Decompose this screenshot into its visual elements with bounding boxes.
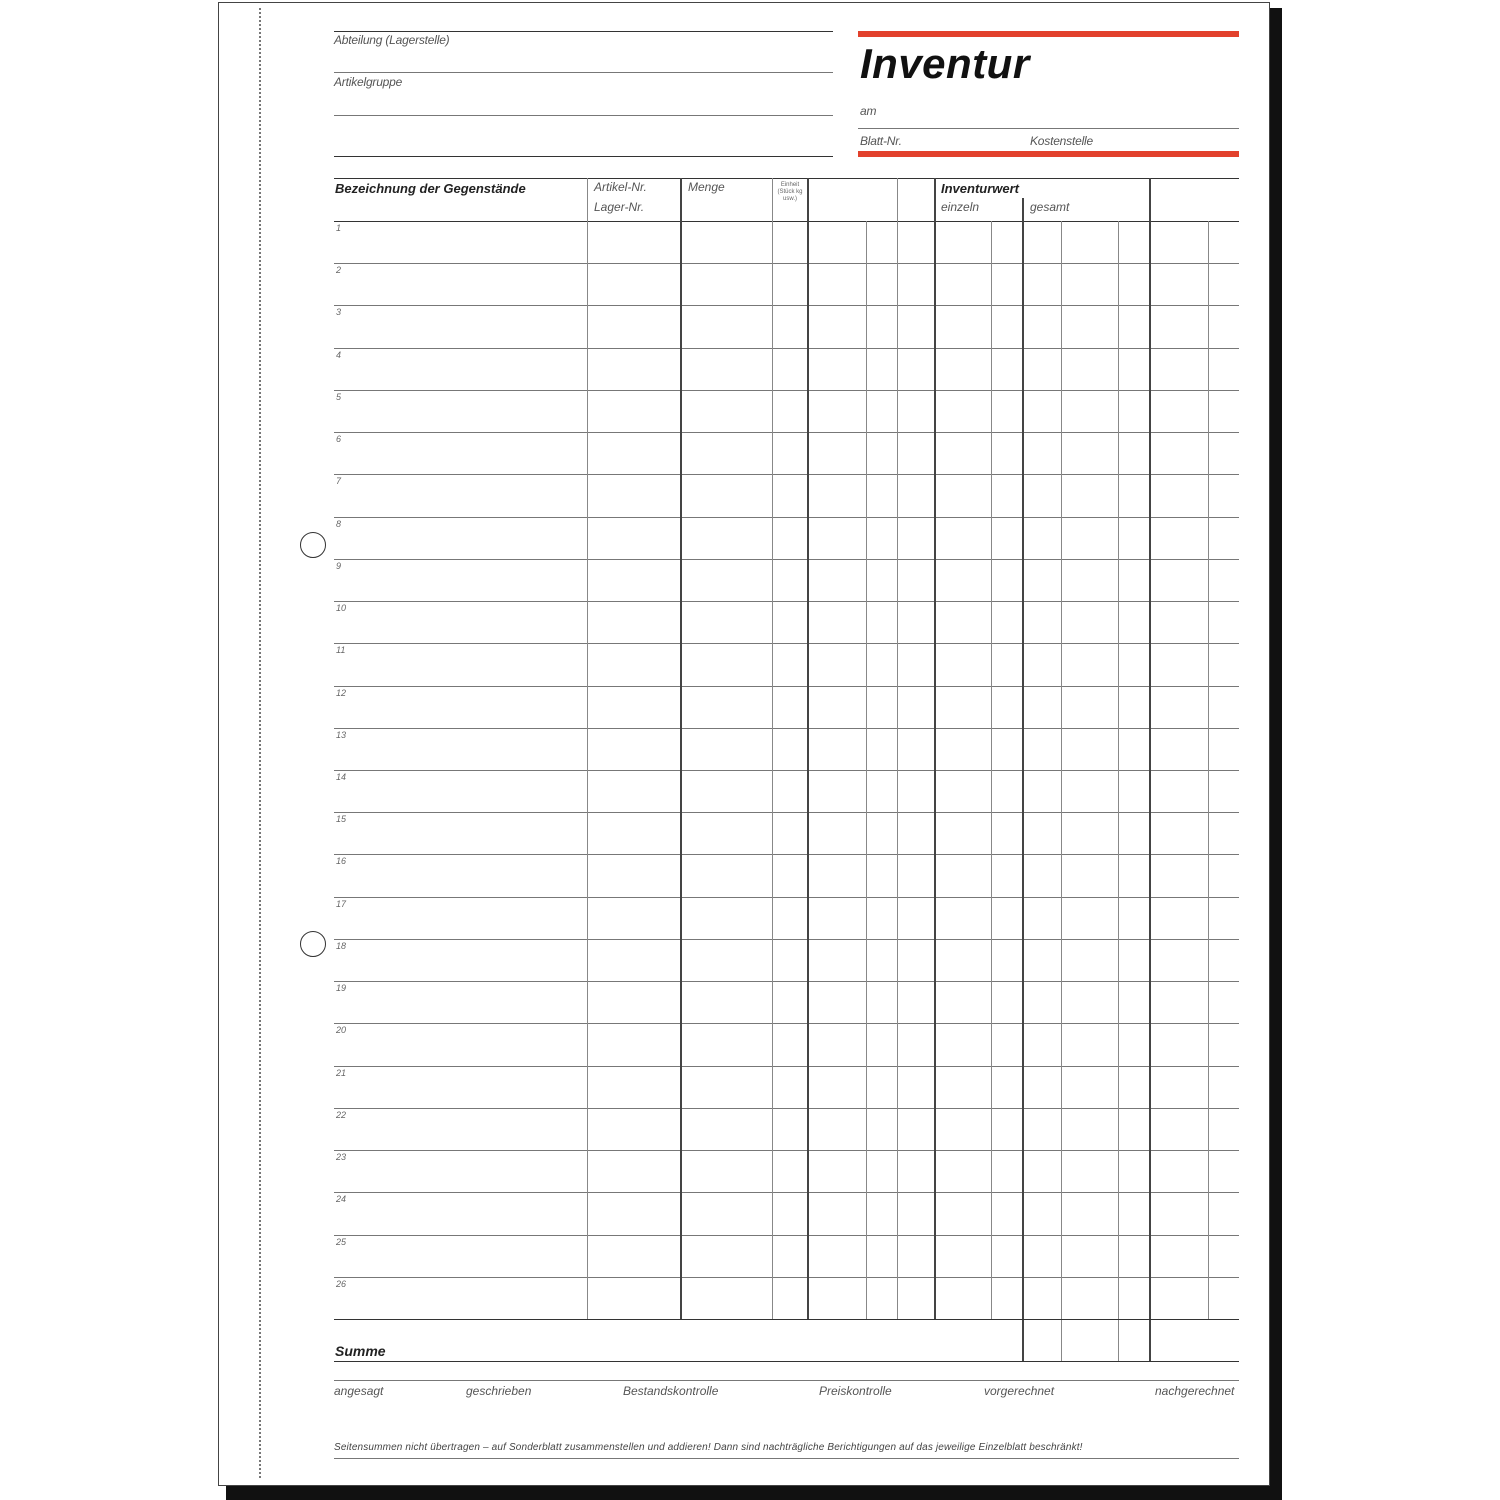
summe-label: Summe bbox=[335, 1343, 386, 1359]
column-header-menge: Menge bbox=[688, 180, 725, 194]
table-row[interactable] bbox=[334, 305, 1239, 306]
signature-nachgerechnet: nachgerechnet bbox=[1155, 1384, 1235, 1398]
summe-rule bbox=[334, 1361, 1239, 1362]
table-row[interactable] bbox=[334, 1108, 1239, 1109]
header-rule bbox=[334, 31, 833, 32]
row-number: 13 bbox=[336, 729, 347, 740]
column-divider bbox=[807, 178, 809, 1319]
column-header-lager-nr: Lager-Nr. bbox=[594, 200, 645, 214]
table-top-rule bbox=[334, 178, 1239, 179]
table-row[interactable] bbox=[334, 601, 1239, 602]
row-number: 26 bbox=[336, 1278, 347, 1289]
row-number: 20 bbox=[336, 1025, 347, 1036]
perforation-line bbox=[259, 8, 261, 1478]
date-field[interactable] bbox=[858, 128, 1239, 129]
form-title: Inventur bbox=[860, 40, 1030, 87]
row-number: 5 bbox=[336, 391, 342, 402]
am-label: am bbox=[860, 104, 877, 118]
accent-bar-bottom bbox=[858, 151, 1239, 157]
row-number: 14 bbox=[336, 772, 347, 782]
abteilung-field[interactable] bbox=[334, 72, 833, 73]
row-number: 19 bbox=[336, 983, 347, 994]
column-divider bbox=[1061, 221, 1062, 1362]
table-row[interactable] bbox=[334, 1192, 1239, 1193]
footnote: Seitensummen nicht übertragen – auf Sonderblatt zusammenstellen und addieren! Dann sind nachträgliche Berichtigungen auf das jeweilige Einzelblatt beschränkt! bbox=[334, 1442, 1083, 1453]
table-row[interactable] bbox=[334, 517, 1239, 518]
signature-rule bbox=[334, 1380, 1239, 1381]
signature-vorgerechnet: vorgerechnet bbox=[984, 1384, 1055, 1398]
column-divider bbox=[991, 221, 992, 1319]
accent-bar-top bbox=[858, 31, 1239, 37]
column-divider bbox=[1208, 221, 1209, 1319]
column-divider bbox=[897, 178, 898, 1319]
row-number: 9 bbox=[336, 560, 342, 571]
table-row[interactable] bbox=[334, 1023, 1239, 1024]
artikelgruppe-field[interactable] bbox=[334, 115, 833, 116]
column-header-gesamt: gesamt bbox=[1030, 200, 1070, 214]
column-divider bbox=[1118, 221, 1119, 1362]
table-row[interactable] bbox=[334, 263, 1239, 264]
table-row[interactable] bbox=[334, 728, 1239, 729]
column-header-einheit: Einheit (Stück kg usw.) bbox=[777, 182, 803, 202]
form-sheet bbox=[218, 2, 1270, 1486]
abteilung-label: Abteilung (Lagerstelle) bbox=[334, 33, 450, 47]
table-row[interactable] bbox=[334, 432, 1239, 433]
signature-preiskontrolle: Preiskontrolle bbox=[819, 1384, 892, 1398]
row-number: 24 bbox=[336, 1194, 347, 1205]
artikelgruppe-label: Artikelgruppe bbox=[334, 75, 403, 89]
row-number: 11 bbox=[336, 645, 346, 656]
table-row[interactable] bbox=[334, 474, 1239, 475]
row-number: 1 bbox=[336, 223, 342, 233]
row-number: 17 bbox=[336, 898, 347, 909]
signature-angesagt: angesagt bbox=[334, 1384, 384, 1398]
table-row[interactable] bbox=[334, 559, 1239, 560]
row-number: 12 bbox=[336, 687, 347, 698]
column-divider bbox=[587, 178, 588, 1319]
signature-geschrieben: geschrieben bbox=[466, 1384, 532, 1398]
table-row[interactable] bbox=[334, 812, 1239, 813]
column-divider bbox=[680, 178, 682, 1319]
table-row[interactable] bbox=[334, 686, 1239, 687]
table-row[interactable] bbox=[334, 1235, 1239, 1236]
row-number: 8 bbox=[336, 518, 342, 529]
column-header-artikel-nr: Artikel-Nr. bbox=[594, 180, 647, 194]
column-divider bbox=[866, 221, 867, 1319]
kostenstelle-label: Kostenstelle bbox=[1030, 134, 1093, 148]
table-row[interactable] bbox=[334, 348, 1239, 349]
table-row[interactable] bbox=[334, 770, 1239, 771]
row-number: 2 bbox=[336, 265, 342, 276]
table-row[interactable] bbox=[334, 897, 1239, 898]
header-rule bbox=[334, 156, 833, 157]
row-number: 25 bbox=[336, 1236, 347, 1247]
table-row[interactable] bbox=[334, 981, 1239, 982]
row-number: 6 bbox=[336, 434, 342, 445]
row-number: 23 bbox=[336, 1152, 347, 1163]
table-row[interactable] bbox=[334, 939, 1239, 940]
column-header-bezeichnung: Bezeichnung der Gegenstände bbox=[335, 181, 526, 196]
column-divider bbox=[1022, 198, 1024, 1362]
row-number: 21 bbox=[336, 1067, 347, 1078]
row-number: 4 bbox=[336, 349, 342, 360]
column-header-einzeln: einzeln bbox=[941, 200, 980, 214]
punch-hole-icon bbox=[300, 532, 326, 558]
column-divider bbox=[1149, 178, 1151, 1362]
signature-bestandskontrolle: Bestandskontrolle bbox=[623, 1384, 719, 1398]
table-row[interactable] bbox=[334, 1066, 1239, 1067]
row-number: 15 bbox=[336, 814, 347, 825]
blatt-nr-label: Blatt-Nr. bbox=[860, 134, 902, 148]
row-number: 22 bbox=[336, 1109, 347, 1120]
row-number: 7 bbox=[336, 476, 342, 487]
table-bottom-rule bbox=[334, 1319, 1239, 1320]
table-row[interactable] bbox=[334, 390, 1239, 391]
column-divider bbox=[934, 178, 936, 1319]
table-row[interactable] bbox=[334, 1277, 1239, 1278]
table-row[interactable] bbox=[334, 643, 1239, 644]
column-header-inventurwert: Inventurwert bbox=[941, 181, 1020, 196]
table-header-rule bbox=[334, 221, 1239, 222]
row-number: 18 bbox=[336, 940, 347, 951]
table-row[interactable] bbox=[334, 854, 1239, 855]
table-row[interactable] bbox=[334, 1150, 1239, 1151]
punch-hole-icon bbox=[300, 931, 326, 957]
footnote-rule bbox=[334, 1458, 1239, 1459]
row-number: 3 bbox=[336, 307, 342, 318]
row-number: 10 bbox=[336, 603, 347, 614]
column-divider bbox=[772, 178, 773, 1319]
row-number: 16 bbox=[336, 856, 347, 867]
